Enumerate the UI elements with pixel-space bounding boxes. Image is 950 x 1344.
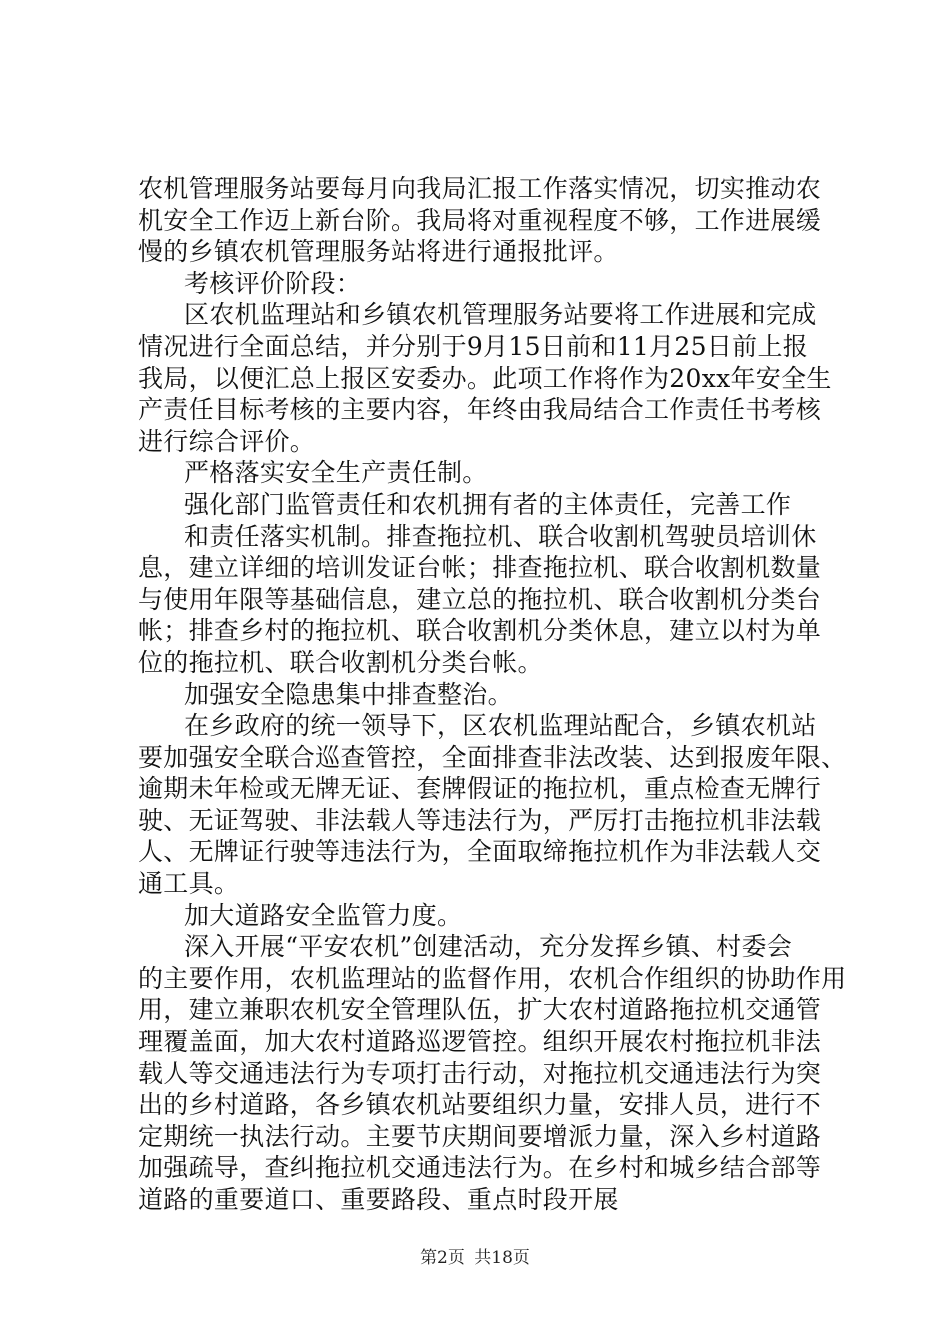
text-line: 区农机监理站和乡镇农机管理服务站要将工作进展和完成: [184, 300, 817, 330]
text-line: 机安全工作迈上新台阶。我局将对重视程度不够，工作进展缓: [138, 205, 822, 235]
text-line: 慢的乡镇农机管理服务站将进行通报批评。: [138, 237, 619, 267]
text-line: 息，建立详细的培训发证台帐；排查拖拉机、联合收割机数量: [138, 553, 822, 583]
total-pages: 共18页: [474, 1248, 530, 1268]
text-line: 要加强安全联合巡查管控，全面排查非法改装、达到报废年限、: [138, 742, 847, 772]
text-line: 深入开展“平安农机”创建活动，充分发挥乡镇、村委会: [184, 932, 793, 962]
text-line: 强化部门监管责任和农机拥有者的主体责任，完善工作: [184, 489, 792, 519]
text-line: 产责任目标考核的主要内容，年终由我局结合工作责任书考核: [138, 395, 822, 425]
page-footer: [0, 1243, 950, 1268]
text-line: 定期统一执法行动。主要节庆期间要增派力量，深入乡村道路: [138, 1121, 822, 1151]
document-body: [138, 173, 847, 1216]
text-line: 的主要作用，农机监理站的监督作用，农机合作组织的协助作用: [138, 963, 847, 993]
text-line: 出的乡村道路，各乡镇农机站要组织力量，安排人员，进行不: [138, 1090, 822, 1120]
text-line: 道路的重要道口、重要路段、重点时段开展: [138, 1185, 619, 1214]
page-number: 第2页: [420, 1248, 465, 1268]
text-line: 与使用年限等基础信息，建立总的拖拉机、联合收割机分类台: [138, 584, 822, 614]
text-line: 位的拖拉机、联合收割机分类台帐。: [138, 647, 543, 677]
text-line: 载人等交通违法行为专项打击行动，对拖拉机交通违法行为突: [138, 1058, 822, 1088]
text-line: 驶、无证驾驶、非法载人等违法行为，严厉打击拖拉机非法载: [138, 805, 822, 835]
text-line: 考核评价阶段：: [184, 268, 362, 298]
text-line: 人、无牌证行驶等违法行为，全面取缔拖拉机作为非法载人交: [138, 837, 822, 867]
text-line: 帐；排查乡村的拖拉机、联合收割机分类休息，建立以村为单: [138, 616, 822, 646]
text-line: 加强疏导，查纠拖拉机交通违法行为。在乡村和城乡结合部等: [138, 1153, 822, 1183]
text-line: 逾期未年检或无牌无证、套牌假证的拖拉机，重点检查无牌行: [138, 774, 822, 804]
text-line: 加强安全隐患集中排查整治。: [184, 679, 513, 709]
text-line: 通工具。: [138, 869, 240, 899]
text-line: 严格落实安全生产责任制。: [184, 458, 488, 488]
text-line: 进行综合评价。: [138, 426, 316, 456]
text-line: 农机管理服务站要每月向我局汇报工作落实情况，切实推动农: [138, 174, 822, 203]
text-line: 理覆盖面，加大农村道路巡逻管控。组织开展农村拖拉机非法: [138, 1027, 822, 1057]
text-line: 在乡政府的统一领导下，区农机监理站配合，乡镇农机站: [184, 711, 817, 741]
text-line: 我局，以便汇总上报区安委办。此项工作将作为20xx年安全生: [138, 363, 832, 393]
text-line: 和责任落实机制。排查拖拉机、联合收割机驾驶员培训休: [184, 521, 817, 551]
text-line: 用，建立兼职农机安全管理队伍，扩大农村道路拖拉机交通管: [138, 995, 822, 1025]
text-line: 加大道路安全监管力度。: [184, 900, 463, 930]
text-line: 情况进行全面总结，并分别于9月15日前和11月25日前上报: [138, 331, 809, 361]
